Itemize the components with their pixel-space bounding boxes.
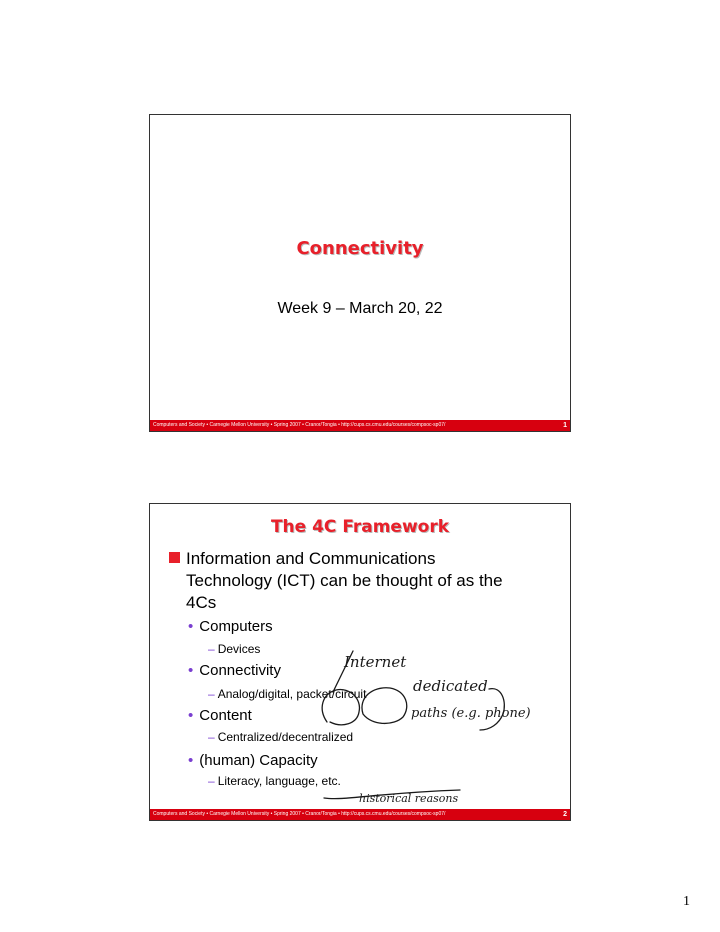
page-number: 1: [683, 894, 690, 909]
list-item: • Connectivity: [188, 662, 281, 679]
list-subitem: – Analog/digital, packet/circuit: [208, 687, 367, 701]
list-subitem: – Literacy, language, etc.: [208, 774, 341, 788]
slide-title: The 4C Framework: [270, 517, 450, 537]
annotation-dedicated: dedicated: [413, 677, 488, 695]
annotation-internet: Internet: [344, 653, 407, 671]
slide-footer: Computers and Society • Carnegie Mellon University • Spring 2007 • Cranor/Tongia • http://cups.cs.cmu.edu/courses/compsoc-sp07/: [150, 420, 570, 431]
circle-packet-mark: [322, 690, 359, 725]
slide-title: Connectivity: [296, 238, 424, 259]
slide-number: 2: [563, 811, 567, 818]
list-item: • Computers: [188, 618, 273, 635]
slide-number: 1: [563, 422, 567, 429]
slide-2: [149, 503, 571, 821]
list-subitem: – Centralized/decentralized: [208, 730, 354, 744]
circle-circuit-mark: [362, 688, 407, 724]
list-item: • Content: [188, 707, 252, 724]
slide-footer: Computers and Society • Carnegie Mellon University • Spring 2007 • Cranor/Tongia • http://cups.cs.cmu.edu/courses/compsoc-sp07/: [150, 809, 570, 820]
slide-1: [149, 114, 571, 432]
main-bullet: Information and Communications Technology (ICT) can be thought of as the 4Cs: [186, 549, 503, 612]
list-item: • (human) Capacity: [188, 752, 318, 769]
list-subitem: – Devices: [208, 642, 261, 656]
slide-subtitle: Week 9 – March 20, 22: [277, 300, 443, 317]
handwritten-annotations: [150, 504, 570, 804]
annotation-paths: paths (e.g. phone): [411, 706, 531, 721]
annotation-historical: historical reasons: [359, 792, 459, 805]
